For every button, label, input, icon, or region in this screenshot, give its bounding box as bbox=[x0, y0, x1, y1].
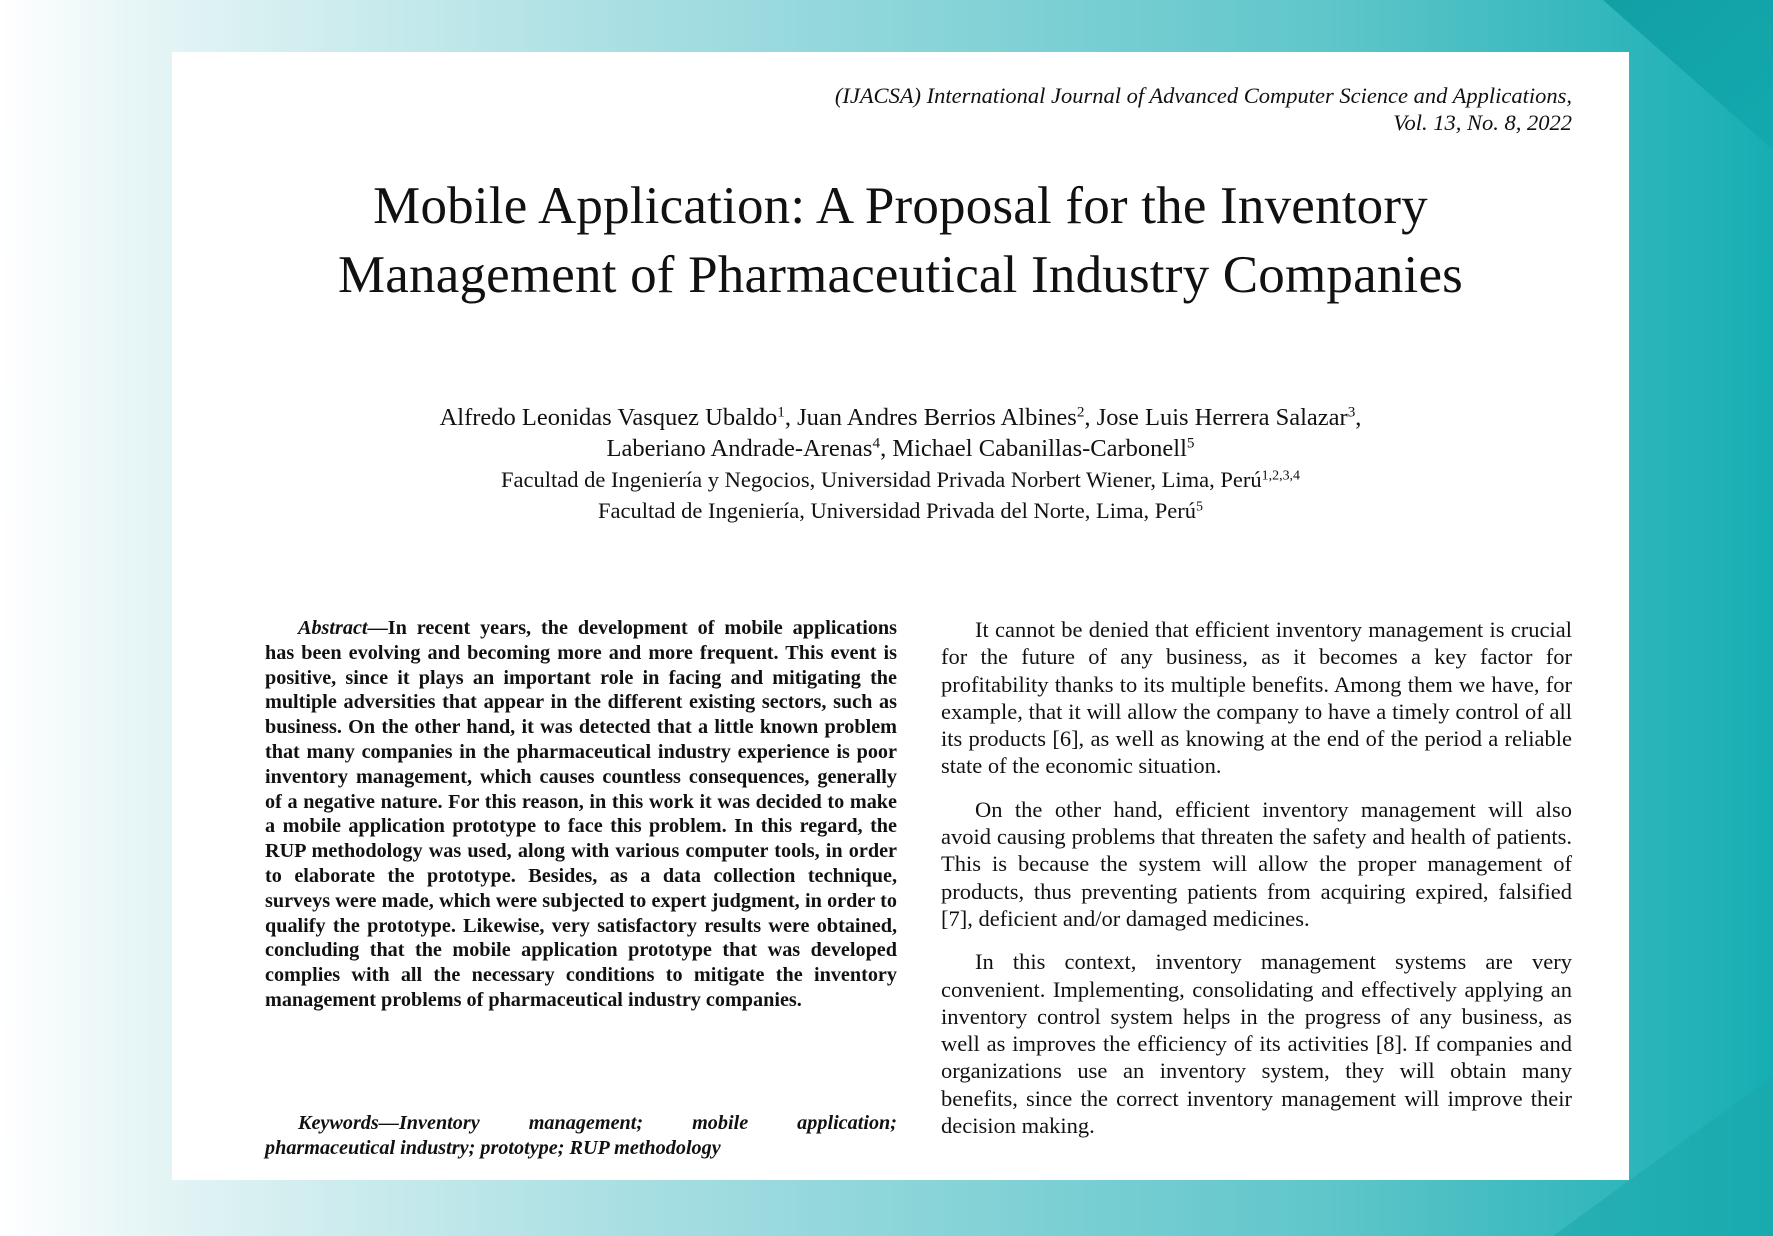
body-paragraph: It cannot be denied that efficient inventory management is crucial for the future of any business, as it becomes a key factor for profitability thanks to its multiple benefits. Among them we have, for example, that it will allow the company to have a timely control of all its products [6], as well as knowing at the end of the period a reliable state of the economic situation. bbox=[941, 617, 1572, 779]
paper-page bbox=[172, 52, 1629, 1180]
affiliation-mark: 5 bbox=[1195, 499, 1203, 515]
author-affiliation-mark: 5 bbox=[1186, 434, 1195, 452]
author-affiliation-mark: 1 bbox=[777, 403, 785, 421]
author-block bbox=[172, 402, 1629, 526]
affiliation bbox=[172, 495, 1629, 526]
body-paragraph: On the other hand, efficient inventory management will also avoid causing problems that threaten the safety and health of patients. This is because the system will allow the proper management of products, thus preventing patients from acquiring expired, falsified [7], deficient and/or damaged medicines. bbox=[941, 796, 1572, 931]
author-separator: , bbox=[784, 404, 798, 431]
author-separator: , bbox=[1355, 404, 1362, 431]
body-paragraph: In this context, inventory management systems are very convenient. Implementing, consolidating and effectively applying an inventory control system helps in the progress of any business, as well as improves the efficiency of its activities [8]. If companies and organizations use an inventory system, they will obtain many benefits, since the correct inventory management will improve their decision making. bbox=[941, 949, 1572, 1139]
affiliation-mark: 1,2,3,4 bbox=[1261, 468, 1300, 484]
journal-header bbox=[835, 82, 1572, 136]
keywords bbox=[265, 1111, 897, 1161]
paper-title bbox=[172, 172, 1629, 310]
journal-volume: Vol. 13, No. 8, 2022 bbox=[1393, 110, 1572, 135]
title-line-2: Management of Pharmaceutical Industry Companies bbox=[337, 246, 1463, 304]
affiliation-text: Facultad de Ingeniería y Negocios, Universidad Privada Norbert Wiener, Lima, Perú bbox=[501, 467, 1262, 492]
author-name: Michael Cabanillas-Carbonell bbox=[892, 435, 1187, 462]
abstract-text: In recent years, the development of mobile applications has been evolving and becoming more and more frequent. This event is positive, since it plays an important role in facing and mitigating the multiple adversities that appear in the different existing sectors, such as business. On the other hand, it was detected that a little known problem that many companies in the pharmaceutical industry experience is poor inventory management, which causes countless consequences, generally of a negative nature. For this reason, in this work it was decided to make a mobile application prototype to face this problem. In this regard, the RUP methodology was used, along with various computer tools, in order to elaborate the prototype. Besides, as a data collection technique, surveys were made, which were subjected to expert judgment, in order to qualify the prototype. Likewise, very satisfactory results were obtained, concluding that the mobile application prototype that was developed complies with all the necessary conditions to mitigate the inventory management problems of pharmaceutical industry companies. bbox=[265, 617, 897, 1011]
abstract-dash: — bbox=[367, 617, 388, 639]
title-line-1: Mobile Application: A Proposal for the Inventory bbox=[373, 177, 1428, 235]
keywords-dash: — bbox=[378, 1112, 399, 1134]
author-separator: , bbox=[880, 435, 893, 462]
body-column bbox=[941, 616, 1572, 1155]
author-affiliation-mark: 2 bbox=[1076, 403, 1085, 421]
affiliation bbox=[172, 464, 1629, 495]
author-name: Alfredo Leonidas Vasquez Ubaldo bbox=[439, 404, 778, 431]
author-separator: , bbox=[1084, 404, 1097, 431]
author-affiliation-mark: 4 bbox=[872, 434, 881, 452]
abstract bbox=[265, 616, 897, 1013]
abstract-label: Abstract bbox=[298, 617, 368, 639]
author-affiliation-mark: 3 bbox=[1347, 403, 1356, 421]
keywords-label: Keywords bbox=[298, 1112, 379, 1134]
keywords-text: Inventory management; mobile application; pharmaceutical industry; prototype; RUP methodology bbox=[265, 1112, 897, 1159]
affiliation-text: Facultad de Ingeniería, Universidad Privada del Norte, Lima, Perú bbox=[598, 498, 1196, 523]
author-name: Laberiano Andrade-Arenas bbox=[606, 435, 873, 462]
journal-name: (IJACSA) International Journal of Advanced Computer Science and Applications, bbox=[834, 83, 1572, 108]
author-name: Jose Luis Herrera Salazar bbox=[1096, 404, 1348, 431]
author-name: Juan Andres Berrios Albines bbox=[797, 404, 1077, 431]
authors-line-2 bbox=[172, 433, 1629, 464]
authors-line-1 bbox=[172, 402, 1629, 433]
